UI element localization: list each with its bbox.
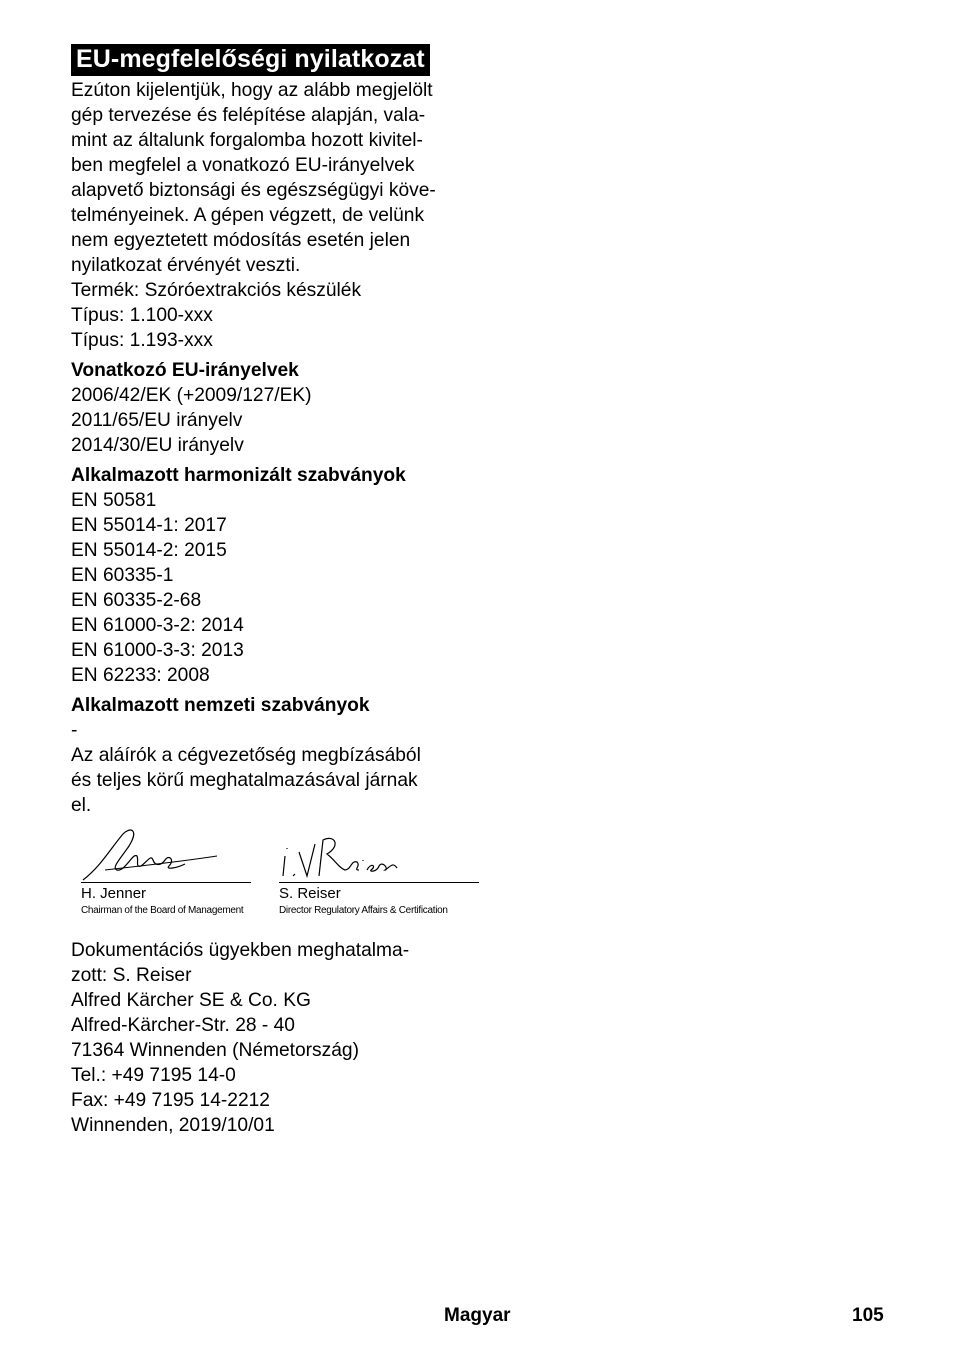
signature-reiser <box>279 826 479 918</box>
signer-name: H. Jenner <box>81 885 147 902</box>
national-heading: Alkalmazott nemzeti szabványok <box>71 695 370 716</box>
page-title: EU-megfelelőségi nyilatkozat <box>71 44 430 76</box>
handwritten-signature-icon <box>279 826 479 882</box>
intro-line: alapvető biztonsági és egészségügyi köve- <box>71 180 436 201</box>
contact-line: Tel.: +49 7195 14-0 <box>71 1065 236 1086</box>
standard-item: EN 60335-1 <box>71 565 174 586</box>
signer-role: Chairman of the Board of Management <box>81 905 244 916</box>
type-line: Típus: 1.193-xxx <box>71 330 213 351</box>
intro-line: Ezúton kijelentjük, hogy az alább megjelölt <box>71 80 433 101</box>
directive-item: 2014/30/EU irányelv <box>71 435 244 456</box>
contact-line: Alfred Kärcher SE & Co. KG <box>71 990 311 1011</box>
standard-item: EN 60335-2-68 <box>71 590 202 611</box>
footer-language: Magyar <box>444 1305 511 1326</box>
standard-item: EN 61000-3-3: 2013 <box>71 640 244 661</box>
intro-line: gép tervezése és felépítése alapján, vala- <box>71 105 426 126</box>
standard-item: EN 55014-2: 2015 <box>71 540 227 561</box>
contact-line: zott: S. Reiser <box>71 965 192 986</box>
signature-jenner <box>81 826 251 918</box>
contact-line: Alfred-Kärcher-Str. 28 - 40 <box>71 1015 295 1036</box>
contact-line: Dokumentációs ügyekben meghatalma- <box>71 940 410 961</box>
contact-block <box>71 938 471 1138</box>
handwritten-signature-icon <box>81 826 251 882</box>
signatory-line: el. <box>71 795 92 816</box>
standard-item: EN 62233: 2008 <box>71 665 210 686</box>
directive-item: 2006/42/EK (+2009/127/EK) <box>71 385 312 406</box>
signature-rule <box>279 882 479 883</box>
harmonized-heading: Alkalmazott harmonizált szabványok <box>71 465 406 486</box>
intro-line: telményeinek. A gépen végzett, de velünk <box>71 205 425 226</box>
page-number: 105 <box>852 1305 884 1326</box>
standard-item: EN 50581 <box>71 490 157 511</box>
intro-line: nyilatkozat érvényét veszti. <box>71 255 301 276</box>
intro-line: ben megfelel a vonatkozó EU-irányelvek <box>71 155 415 176</box>
intro-line: mint az általunk forgalomba hozott kivitel- <box>71 130 423 151</box>
directive-item: 2011/65/EU irányelv <box>71 410 243 431</box>
contact-line: Winnenden, 2019/10/01 <box>71 1115 275 1136</box>
signatory-line: és teljes körű meghatalmazásával járnak <box>71 770 418 791</box>
product-line: Termék: Szóróextrakciós készülék <box>71 280 362 301</box>
signature-block <box>71 826 471 938</box>
intro-line: nem egyeztetett módosítás esetén jelen <box>71 230 411 251</box>
signer-name: S. Reiser <box>279 885 341 902</box>
standard-item: EN 55014-1: 2017 <box>71 515 227 536</box>
signer-role: Director Regulatory Affairs & Certification <box>279 905 448 916</box>
standard-item: EN 61000-3-2: 2014 <box>71 615 244 636</box>
contact-line: Fax: +49 7195 14-2212 <box>71 1090 270 1111</box>
intro-paragraph <box>71 78 471 278</box>
contact-line: 71364 Winnenden (Németország) <box>71 1040 359 1061</box>
signature-rule <box>81 882 251 883</box>
type-line: Típus: 1.100-xxx <box>71 305 213 326</box>
declaration-column <box>71 44 471 1138</box>
signatory-line: Az aláírók a cégvezetőség megbízásából <box>71 745 421 766</box>
directives-heading: Vonatkozó EU-irányelvek <box>71 360 299 381</box>
national-item: - <box>71 720 78 741</box>
